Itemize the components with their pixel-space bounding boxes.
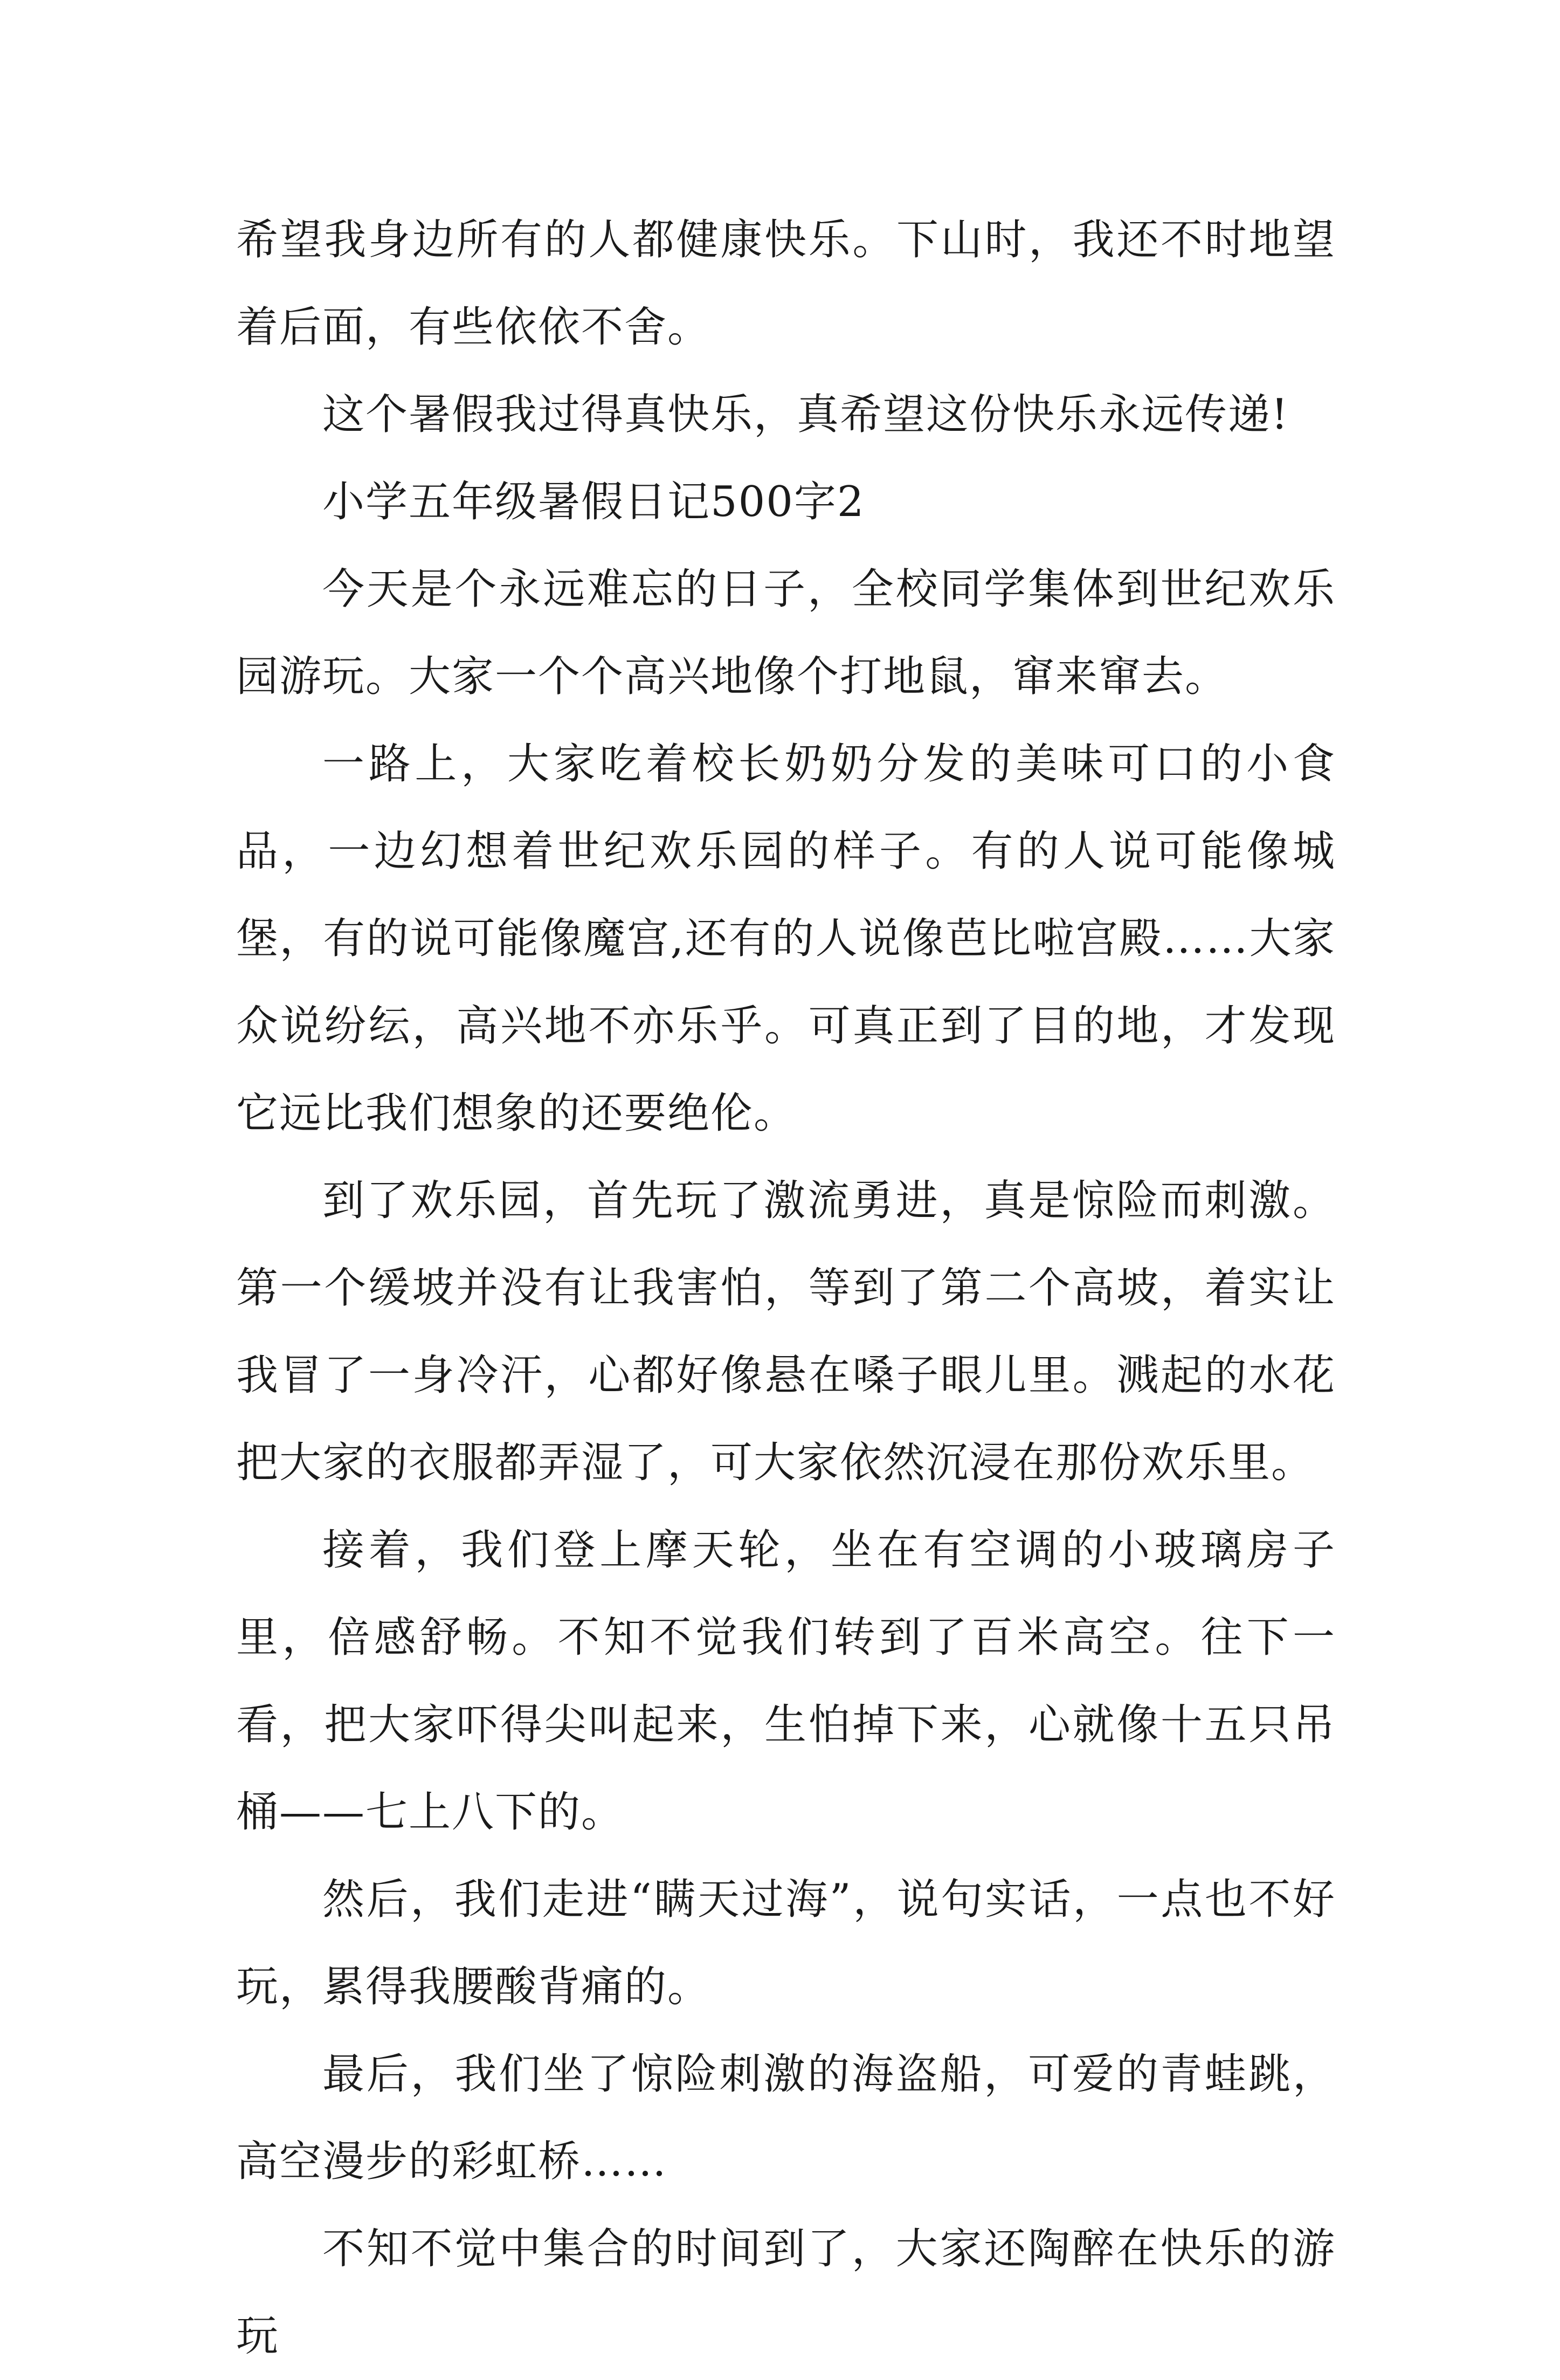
section-heading: 小学五年级暑假日记500字2: [322, 478, 865, 526]
paragraph-8: 最后，我们坐了惊险刺激的海盗船，可爱的青蛙跳，高空漫步的彩虹桥……: [236, 2050, 1336, 2186]
paragraph-1: 希望我身边所有的人都健康快乐。下山时，我还不时地望着后面，有些依依不舍。: [236, 216, 1336, 352]
document-body: [236, 196, 1336, 2380]
paragraph-5: 到了欢乐园，首先玩了激流勇进，真是惊险而刺激。第一个缓坡并没有让我害怕，等到了第二个高坡，着实让我冒了一身冷汗，心都好像悬在嗓子眼儿里。溅起的水花把大家的衣服都弄湿了，可大家依然沉浸在那份欢乐里。: [236, 1177, 1336, 1487]
paragraph-3: 今天是个永远难忘的日子，全校同学集体到世纪欢乐园游玩。大家一个个高兴地像个打地鼠，窜来窜去。: [236, 565, 1336, 701]
paragraph-4: 一路上，大家吃着校长奶奶分发的美味可口的小食品，一边幻想着世纪欢乐园的样子。有的人说可能像城堡，有的说可能像魔宫,还有的人说像芭比啦宫殿……大家众说纷纭，高兴地不亦乐乎。可真正到了目的地，才发现它远比我们想象的还要绝伦。: [236, 740, 1336, 1138]
paragraph-9: 不知不觉中集合的时间到了，大家还陶醉在快乐的游玩: [236, 2225, 1336, 2361]
paragraph-2: 这个暑假我过得真快乐，真希望这份快乐永远传递!: [322, 390, 1289, 439]
paragraph-6: 接着，我们登上摩天轮，坐在有空调的小玻璃房子里，倍感舒畅。不知不觉我们转到了百米高空。往下一看，把大家吓得尖叫起来，生怕掉下来，心就像十五只吊桶——七上八下的。: [236, 1526, 1336, 1836]
paragraph-7: 然后，我们走进“瞒天过海”，说句实话，一点也不好玩，累得我腰酸背痛的。: [236, 1875, 1336, 2011]
